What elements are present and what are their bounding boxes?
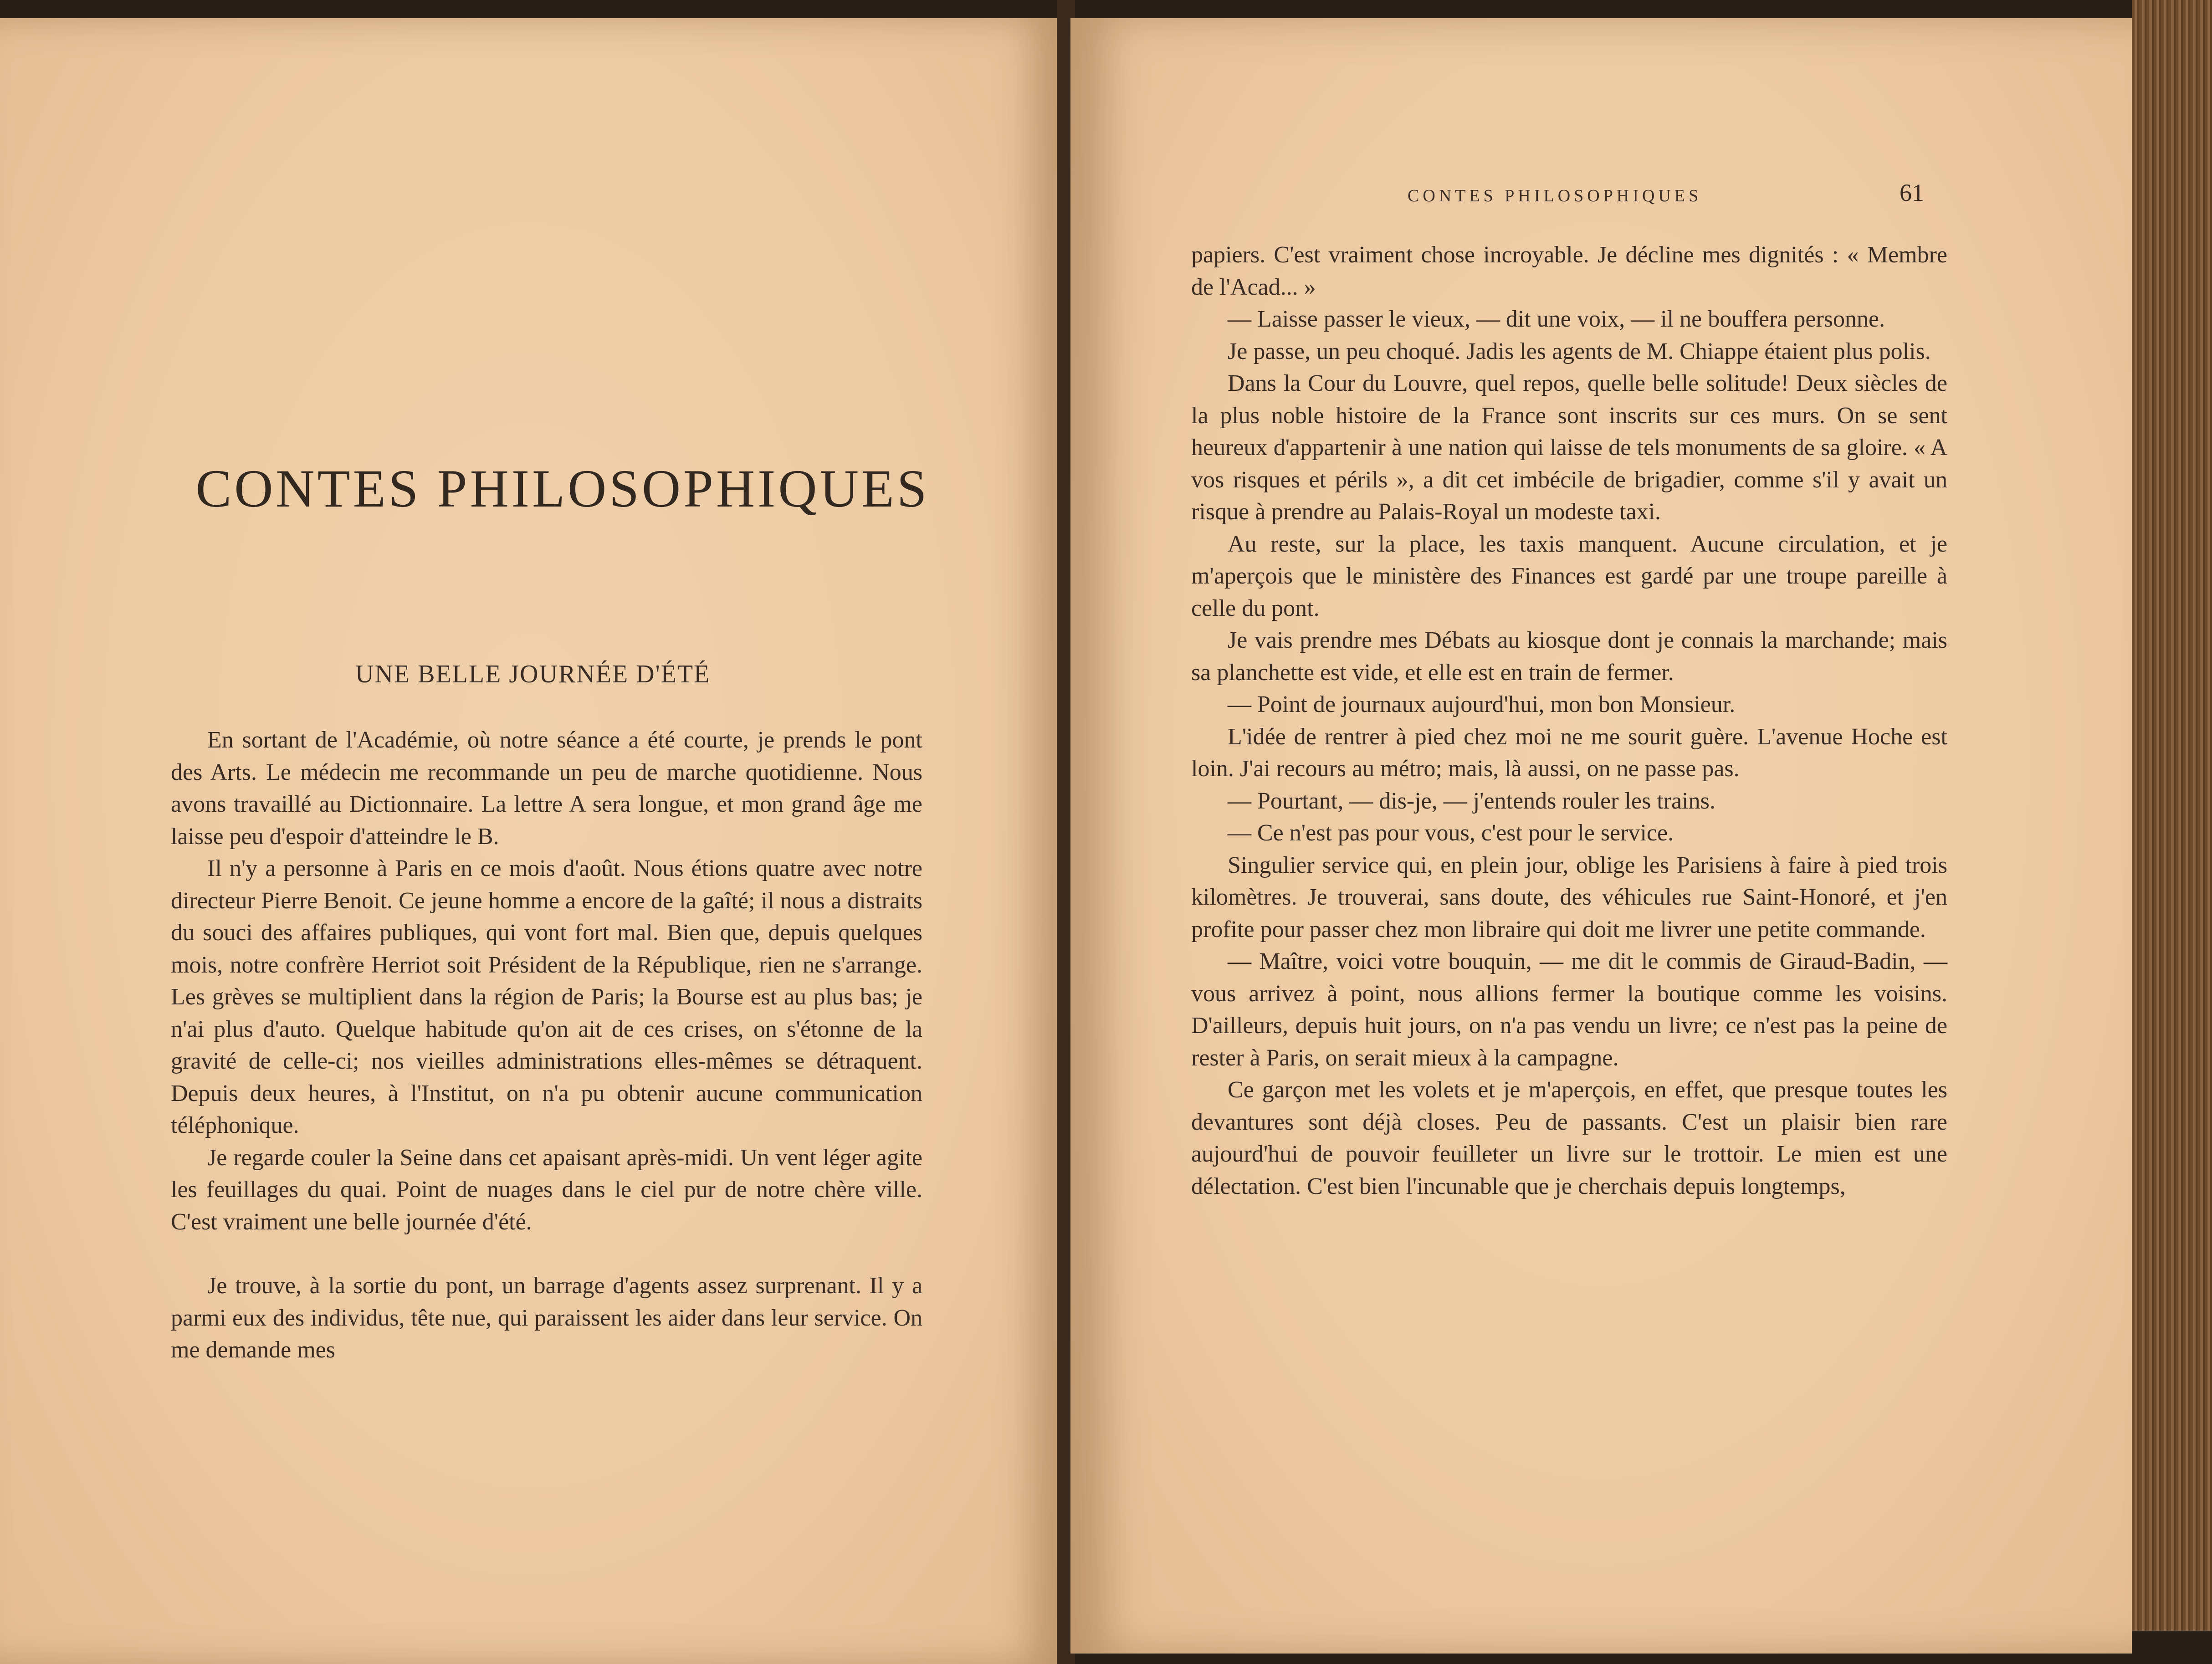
paragraph: Je regarde couler la Seine dans cet apaisant après-midi. Un vent léger agite les feuillages du quai. Point de nuages dans le ciel pur de notre chère ville. C'est vraiment une belle journée d'été. xyxy=(171,1144,922,1235)
paragraph: Il n'y a personne à Paris en ce mois d'août. Nous étions quatre avec notre directeur Pierre Benoit. Ce jeune homme a encore de la gaîté; il nous a distraits du souci des affaires publiques, qui vont fort mal. Bien que, depuis quelques mois, notre confrère Herriot soit Président de la République, rien ne s'arrange. Les grèves se multiplient dans la région de Paris; la Bourse est au plus bas; je n'ai plus d'auto. Quelque habitude qu'on ait de ces crises, on s'étonne de la gravité de celle-ci; nos vieilles administrations elles-mêmes se détraquent. Depuis deux heures, à l'Institut, on n'a pu obtenir aucune communication téléphonique. xyxy=(171,855,922,1138)
paragraph: — Ce n'est pas pour vous, c'est pour le service. xyxy=(1228,820,1674,846)
edge-shadow xyxy=(2132,1631,2212,1664)
paragraph: Singulier service qui, en plein jour, oblige les Parisiens à faire à pied trois kilomètres. Je trouverai, sans doute, des véhicules rue Saint-Honoré, et j'en profite pour passer chez mon libraire qui doit me livrer une petite commande. xyxy=(1191,852,1947,942)
paragraph: papiers. C'est vraiment chose incroyable. Je décline mes dignités : « Membre de l'Acad... » xyxy=(1191,242,1947,300)
paragraph: Ce garçon met les volets et je m'aperçois, en effet, que presque toutes les devantures sont déjà closes. Peu de passants. C'est un plaisir bien rare aujourd'hui de pouvoir feuilleter un livre sur le trottoir. Le mien est une délectation. C'est bien l'incunable que je cherchais depuis longtemps, xyxy=(1191,1077,1947,1199)
left-body-text xyxy=(171,724,922,1367)
paragraph: Au reste, sur la place, les taxis manquent. Aucune circulation, et je m'aperçois que le ministère des Finances est gardé par une troupe pareille à celle du pont. xyxy=(1191,531,1947,621)
chapter-title: CONTES PHILOSOPHIQUES xyxy=(195,459,930,518)
paragraph: — Maître, voici votre bouquin, — me dit le commis de Giraud-Badin, — vous arrivez à point, nous allions fermer la boutique comme les voisins. D'ailleurs, depuis huit jours, on n'a pas vendu un livre; ce n'est pas la peine de rester à Paris, on serait mieux à la campagne. xyxy=(1191,948,1947,1071)
paragraph: Je passe, un peu choqué. Jadis les agents de M. Chiappe étaient plus polis. xyxy=(1228,338,1931,364)
paragraph: — Point de journaux aujourd'hui, mon bon Monsieur. xyxy=(1228,691,1736,717)
paragraph: — Pourtant, — dis-je, — j'entends rouler les trains. xyxy=(1228,788,1715,814)
running-head: CONTES PHILOSOPHIQUES xyxy=(1408,186,1702,205)
page-number: 61 xyxy=(1900,179,1924,206)
paragraph: L'idée de rentrer à pied chez moi ne me sourit guère. L'avenue Hoche est loin. J'ai recours au métro; mais, là aussi, on ne passe pas. xyxy=(1191,723,1947,782)
paragraph: — Laisse passer le vieux, — dit une voix, — il ne bouffera personne. xyxy=(1228,306,1885,332)
paragraph: Je vais prendre mes Débats au kiosque dont je connais la marchande; mais sa planchette est vide, et elle est en train de fermer. xyxy=(1191,627,1947,686)
section-title: UNE BELLE JOURNÉE D'ÉTÉ xyxy=(355,660,711,688)
paragraph: Dans la Cour du Louvre, quel repos, quelle belle solitude! Deux siècles de la plus noble histoire de la France sont inscrits sur ces murs. On se sent heureux d'appartenir à une nation qui laisse de tels monuments de sa gloire. « A vos risques et périls », a dit cet imbécile de brigadier, comme s'il y avait un risque à prendre au Palais-Royal un modeste taxi. xyxy=(1191,370,1947,525)
paragraph: Je trouve, à la sortie du pont, un barrage d'agents assez surprenant. Il y a parmi eux des individus, tête nue, qui paraissent les aider dans leur service. On me demande mes xyxy=(171,1273,922,1363)
right-body-text xyxy=(1191,239,1947,1203)
paragraph: En sortant de l'Académie, où notre séance a été courte, je prends le pont des Arts. Le médecin me recommande un peu de marche quotidienne. Nous avons travaillé au Dictionnaire. La lettre A sera longue, et mon grand âge me laisse peu d'espoir d'atteindre le B. xyxy=(171,727,922,850)
page-edges xyxy=(2132,0,2212,1664)
